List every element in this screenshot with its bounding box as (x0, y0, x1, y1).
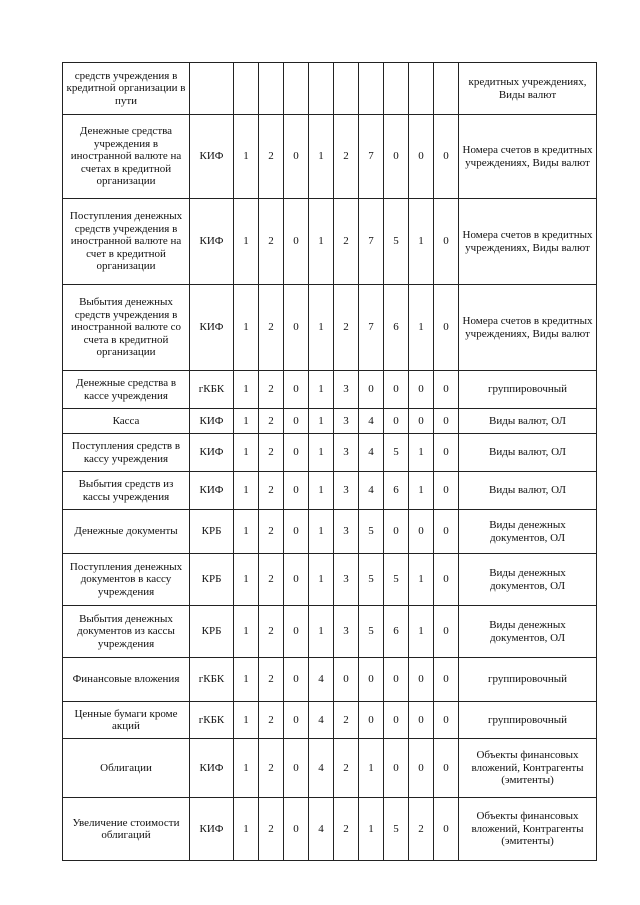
analytics-cell: группировочный (459, 658, 597, 702)
account-digit-cell: 1 (409, 554, 434, 606)
account-digit-cell: 2 (334, 798, 359, 861)
account-name-cell: Поступления денежных документов в кассу учреждения (63, 554, 190, 606)
account-name-cell: Ценные бумаги кроме акций (63, 702, 190, 739)
account-digit-cell: 0 (434, 434, 459, 472)
account-digit-cell: 0 (409, 658, 434, 702)
account-digit-cell: 2 (334, 115, 359, 199)
account-digit-cell: 1 (309, 554, 334, 606)
account-digit-cell: 1 (409, 472, 434, 510)
analytics-cell: группировочный (459, 371, 597, 409)
account-code-cell: КИФ (190, 199, 234, 285)
account-digit-cell: 2 (259, 115, 284, 199)
account-digit-cell: 0 (359, 371, 384, 409)
account-digit-cell: 2 (259, 798, 284, 861)
account-digit-cell: 1 (359, 798, 384, 861)
account-digit-cell: 0 (409, 371, 434, 409)
analytics-cell: Номера счетов в кредитных учреждениях, Виды валют (459, 285, 597, 371)
account-digit-cell: 0 (384, 510, 409, 554)
account-digit-cell (384, 63, 409, 115)
account-name-cell: Облигации (63, 739, 190, 798)
account-code-cell: КИФ (190, 472, 234, 510)
account-digit-cell: 1 (309, 510, 334, 554)
analytics-cell: Виды денежных документов, ОЛ (459, 510, 597, 554)
account-digit-cell: 0 (384, 739, 409, 798)
account-digit-cell: 2 (259, 702, 284, 739)
account-code-cell: КИФ (190, 739, 234, 798)
account-digit-cell: 5 (384, 434, 409, 472)
account-digit-cell: 0 (284, 739, 309, 798)
table-row (63, 798, 597, 861)
account-digit-cell: 0 (284, 409, 309, 434)
account-digit-cell: 2 (259, 606, 284, 658)
account-digit-cell: 0 (434, 798, 459, 861)
account-digit-cell: 7 (359, 285, 384, 371)
account-digit-cell: 1 (234, 285, 259, 371)
account-name-cell: Увеличение стоимости облигаций (63, 798, 190, 861)
account-digit-cell: 3 (334, 434, 359, 472)
accounts-table (62, 62, 597, 861)
table-row (63, 199, 597, 285)
account-digit-cell: 1 (234, 472, 259, 510)
table-row (63, 63, 597, 115)
account-name-cell: Денежные средства учреждения в иностранной валюте на счетах в кредитной организации (63, 115, 190, 199)
account-digit-cell: 0 (284, 798, 309, 861)
account-digit-cell: 0 (384, 115, 409, 199)
account-digit-cell: 1 (309, 434, 334, 472)
account-digit-cell: 0 (409, 115, 434, 199)
account-digit-cell: 0 (284, 702, 309, 739)
account-digit-cell: 3 (334, 409, 359, 434)
table-row (63, 371, 597, 409)
account-digit-cell: 0 (434, 658, 459, 702)
account-digit-cell: 3 (334, 554, 359, 606)
account-name-cell: Выбытия денежных документов из кассы учреждения (63, 606, 190, 658)
account-digit-cell: 0 (434, 606, 459, 658)
table-row (63, 658, 597, 702)
account-digit-cell: 7 (359, 115, 384, 199)
account-code-cell: КРБ (190, 510, 234, 554)
analytics-cell: группировочный (459, 702, 597, 739)
account-digit-cell: 6 (384, 606, 409, 658)
account-code-cell: гКБК (190, 371, 234, 409)
account-digit-cell: 1 (234, 510, 259, 554)
table-row (63, 115, 597, 199)
account-code-cell: КИФ (190, 798, 234, 861)
account-digit-cell: 1 (234, 798, 259, 861)
account-digit-cell: 2 (334, 739, 359, 798)
account-digit-cell: 0 (284, 606, 309, 658)
account-name-cell: Поступления денежных средств учреждения в иностранной валюте на счет в кредитной организации (63, 199, 190, 285)
table-row (63, 510, 597, 554)
account-digit-cell: 1 (234, 606, 259, 658)
account-digit-cell: 0 (434, 510, 459, 554)
account-digit-cell (259, 63, 284, 115)
account-digit-cell: 1 (234, 115, 259, 199)
analytics-cell: Объекты финансовых вложений, Контрагенты (эмитенты) (459, 739, 597, 798)
account-digit-cell (334, 63, 359, 115)
account-digit-cell: 0 (434, 115, 459, 199)
account-digit-cell: 1 (234, 554, 259, 606)
account-digit-cell (359, 63, 384, 115)
table-row (63, 739, 597, 798)
account-digit-cell: 2 (259, 510, 284, 554)
account-digit-cell: 1 (309, 472, 334, 510)
analytics-cell: Виды валют, ОЛ (459, 434, 597, 472)
account-digit-cell: 0 (434, 409, 459, 434)
account-digit-cell: 1 (309, 199, 334, 285)
account-digit-cell: 1 (409, 606, 434, 658)
account-digit-cell: 2 (334, 199, 359, 285)
account-digit-cell: 1 (409, 434, 434, 472)
account-name-cell: Финансовые вложения (63, 658, 190, 702)
account-digit-cell: 4 (309, 739, 334, 798)
analytics-cell: Виды валют, ОЛ (459, 409, 597, 434)
account-code-cell: гКБК (190, 658, 234, 702)
account-digit-cell: 3 (334, 371, 359, 409)
account-code-cell: КРБ (190, 606, 234, 658)
account-name-cell: Выбытия средств из кассы учреждения (63, 472, 190, 510)
account-digit-cell: 2 (334, 285, 359, 371)
account-digit-cell: 3 (334, 472, 359, 510)
account-digit-cell: 1 (409, 199, 434, 285)
account-digit-cell: 4 (359, 472, 384, 510)
account-digit-cell: 0 (359, 658, 384, 702)
account-digit-cell: 1 (234, 658, 259, 702)
account-digit-cell: 2 (259, 371, 284, 409)
account-digit-cell: 0 (409, 409, 434, 434)
table-row (63, 472, 597, 510)
account-digit-cell: 5 (359, 510, 384, 554)
account-digit-cell: 0 (359, 702, 384, 739)
account-digit-cell: 0 (284, 434, 309, 472)
table-row (63, 434, 597, 472)
account-digit-cell: 0 (384, 702, 409, 739)
account-digit-cell (309, 63, 334, 115)
account-digit-cell: 1 (309, 285, 334, 371)
account-digit-cell: 0 (384, 658, 409, 702)
analytics-cell: Номера счетов в кредитных учреждениях, Виды валют (459, 115, 597, 199)
account-digit-cell: 1 (234, 702, 259, 739)
analytics-cell: Объекты финансовых вложений, Контрагенты (эмитенты) (459, 798, 597, 861)
account-digit-cell: 1 (234, 371, 259, 409)
account-digit-cell: 2 (334, 702, 359, 739)
analytics-cell: Виды денежных документов, ОЛ (459, 606, 597, 658)
account-digit-cell: 4 (359, 434, 384, 472)
account-digit-cell: 1 (234, 409, 259, 434)
account-digit-cell: 2 (259, 199, 284, 285)
account-digit-cell: 0 (434, 199, 459, 285)
table-row (63, 409, 597, 434)
table-row (63, 285, 597, 371)
account-digit-cell: 2 (259, 554, 284, 606)
account-digit-cell: 0 (284, 554, 309, 606)
account-digit-cell: 0 (409, 510, 434, 554)
account-name-cell: Выбытия денежных средств учреждения в иностранной валюте со счета в кредитной организации (63, 285, 190, 371)
account-digit-cell: 0 (434, 371, 459, 409)
account-digit-cell: 0 (284, 658, 309, 702)
account-digit-cell: 0 (384, 371, 409, 409)
account-name-cell: Денежные средства в кассе учреждения (63, 371, 190, 409)
account-digit-cell: 0 (409, 739, 434, 798)
account-digit-cell: 0 (434, 554, 459, 606)
table-row (63, 702, 597, 739)
account-digit-cell (234, 63, 259, 115)
account-digit-cell: 0 (334, 658, 359, 702)
account-digit-cell: 6 (384, 472, 409, 510)
account-code-cell: КИФ (190, 115, 234, 199)
account-digit-cell: 0 (284, 115, 309, 199)
account-digit-cell: 1 (359, 739, 384, 798)
account-digit-cell: 1 (309, 606, 334, 658)
account-digit-cell: 5 (359, 554, 384, 606)
account-digit-cell: 1 (409, 285, 434, 371)
account-digit-cell: 0 (284, 510, 309, 554)
account-digit-cell: 0 (284, 472, 309, 510)
account-digit-cell: 0 (284, 371, 309, 409)
account-digit-cell: 0 (434, 472, 459, 510)
account-digit-cell: 1 (234, 739, 259, 798)
account-digit-cell: 5 (359, 606, 384, 658)
account-name-cell: средств учреждения в кредитной организации в пути (63, 63, 190, 115)
table-row (63, 606, 597, 658)
account-digit-cell: 1 (309, 409, 334, 434)
analytics-cell: кредитных учреждениях, Виды валют (459, 63, 597, 115)
account-digit-cell: 1 (234, 434, 259, 472)
account-digit-cell: 5 (384, 798, 409, 861)
account-digit-cell: 2 (259, 739, 284, 798)
account-digit-cell: 4 (309, 798, 334, 861)
analytics-cell: Виды денежных документов, ОЛ (459, 554, 597, 606)
account-digit-cell: 0 (284, 199, 309, 285)
account-name-cell: Касса (63, 409, 190, 434)
account-digit-cell (284, 63, 309, 115)
account-name-cell: Денежные документы (63, 510, 190, 554)
account-digit-cell (434, 63, 459, 115)
account-digit-cell: 2 (259, 409, 284, 434)
account-code-cell: КИФ (190, 409, 234, 434)
account-digit-cell: 0 (434, 739, 459, 798)
analytics-cell: Виды валют, ОЛ (459, 472, 597, 510)
account-digit-cell (409, 63, 434, 115)
account-digit-cell: 4 (309, 702, 334, 739)
account-digit-cell: 0 (384, 409, 409, 434)
analytics-cell: Номера счетов в кредитных учреждениях, Виды валют (459, 199, 597, 285)
account-digit-cell: 2 (259, 434, 284, 472)
table-row (63, 554, 597, 606)
account-digit-cell: 6 (384, 285, 409, 371)
account-name-cell: Поступления средств в кассу учреждения (63, 434, 190, 472)
account-digit-cell: 7 (359, 199, 384, 285)
account-digit-cell: 0 (434, 702, 459, 739)
account-digit-cell: 2 (409, 798, 434, 861)
account-digit-cell: 1 (309, 371, 334, 409)
account-code-cell: КРБ (190, 554, 234, 606)
account-digit-cell: 3 (334, 510, 359, 554)
account-digit-cell: 0 (434, 285, 459, 371)
account-digit-cell: 0 (409, 702, 434, 739)
account-digit-cell: 5 (384, 554, 409, 606)
account-digit-cell: 5 (384, 199, 409, 285)
account-digit-cell: 2 (259, 658, 284, 702)
account-code-cell (190, 63, 234, 115)
account-digit-cell: 0 (284, 285, 309, 371)
account-digit-cell: 4 (359, 409, 384, 434)
account-digit-cell: 1 (309, 115, 334, 199)
account-code-cell: КИФ (190, 434, 234, 472)
account-digit-cell: 2 (259, 472, 284, 510)
account-digit-cell: 2 (259, 285, 284, 371)
account-digit-cell: 3 (334, 606, 359, 658)
account-code-cell: гКБК (190, 702, 234, 739)
account-code-cell: КИФ (190, 285, 234, 371)
account-digit-cell: 4 (309, 658, 334, 702)
account-digit-cell: 1 (234, 199, 259, 285)
